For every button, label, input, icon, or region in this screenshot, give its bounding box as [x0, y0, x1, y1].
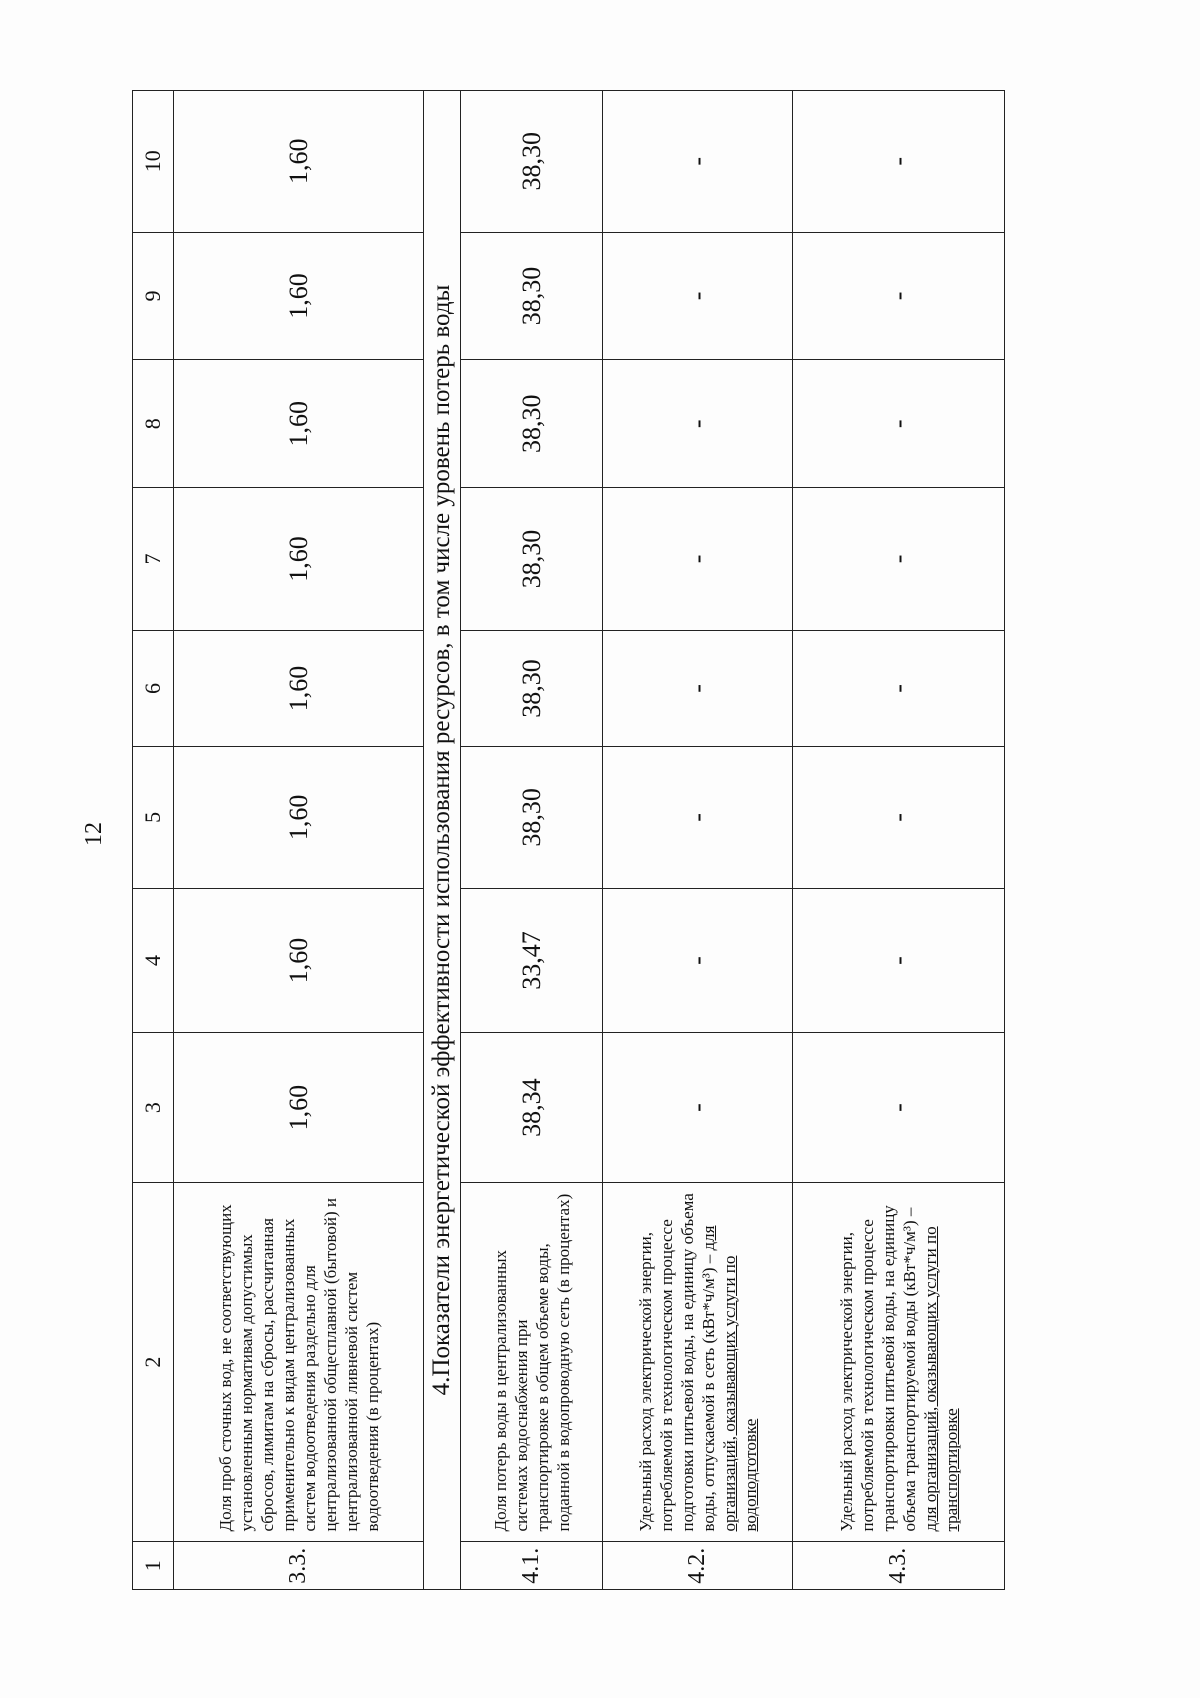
value-cell: 38,30 [461, 747, 603, 888]
rotated-table-container [132, 90, 1002, 1590]
value-cell: - [603, 747, 793, 888]
row-description [793, 1182, 1005, 1542]
value-cell: - [603, 1033, 793, 1182]
value-cell: 1,60 [174, 630, 424, 747]
desc-text: Удельный расход электрической энергии, потребляемой в технологическом процессе транспортировки питьевой воды, на единицу объема транспортируемой воды (кВт*ч/м³) – [836, 1205, 919, 1532]
table-row [461, 91, 603, 1590]
header-cell: 5 [133, 747, 174, 888]
header-cell: 10 [133, 91, 174, 233]
header-cell: 8 [133, 360, 174, 488]
value-cell: 38,30 [461, 232, 603, 360]
header-cell: 3 [133, 1033, 174, 1182]
value-cell: 1,60 [174, 91, 424, 233]
row-number: 4.1. [461, 1542, 603, 1590]
value-cell: 1,60 [174, 360, 424, 488]
value-cell: - [603, 488, 793, 631]
header-cell: 2 [133, 1182, 174, 1542]
desc-underlined-text: для организаций, оказывающих услуги по водоподготовке [698, 1225, 760, 1532]
row-number: 4.3. [793, 1542, 1005, 1590]
value-cell: 1,60 [174, 232, 424, 360]
row-description: Доля проб сточных вод, не соответствующих установленным нормативам допустимых сбросов, лимитам на сбросы, рассчитанная применительно к видам централизованных систем водоотведения раздельно для централизованной общесплавной (бытовой) и централизованной ливневой систем водоотведения (в процентах) [174, 1182, 424, 1542]
header-cell: 9 [133, 232, 174, 360]
row-description [603, 1182, 793, 1542]
header-cell: 7 [133, 488, 174, 631]
value-cell: - [603, 360, 793, 488]
value-cell: - [603, 91, 793, 233]
value-cell: - [793, 630, 1005, 747]
section-row [424, 91, 461, 1590]
row-number: 3.3. [174, 1542, 424, 1590]
value-cell: - [603, 888, 793, 1033]
header-row [133, 91, 174, 1590]
table-row [793, 91, 1005, 1590]
header-cell: 1 [133, 1542, 174, 1590]
value-cell: - [793, 232, 1005, 360]
section-title: 4.Показатели энергетической эффективности использования ресурсов, в том числе уровень потерь воды [424, 91, 461, 1590]
value-cell: 1,60 [174, 488, 424, 631]
value-cell: 38,30 [461, 630, 603, 747]
value-cell: - [603, 232, 793, 360]
header-cell: 4 [133, 888, 174, 1033]
value-cell: 1,60 [174, 1033, 424, 1182]
value-cell: 38,34 [461, 1033, 603, 1182]
value-cell: - [793, 888, 1005, 1033]
table-row [603, 91, 793, 1590]
value-cell: - [793, 360, 1005, 488]
value-cell: - [793, 747, 1005, 888]
value-cell: - [793, 91, 1005, 233]
value-cell: 33,47 [461, 888, 603, 1033]
value-cell: 38,30 [461, 91, 603, 233]
value-cell: - [793, 1033, 1005, 1182]
value-cell: 1,60 [174, 888, 424, 1033]
indicators-table [132, 90, 1005, 1590]
value-cell: 1,60 [174, 747, 424, 888]
value-cell: 38,30 [461, 488, 603, 631]
header-cell: 6 [133, 630, 174, 747]
value-cell: - [793, 488, 1005, 631]
value-cell: 38,30 [461, 360, 603, 488]
row-description: Доля потерь воды в централизованных системах водоснабжения при транспортировке в общем объеме воды, поданной в водопроводную сеть (в процентах) [461, 1182, 603, 1542]
desc-underlined-text: для организаций, оказывающих услуги по транспортировке [920, 1226, 961, 1532]
page-number: 12 [81, 822, 107, 846]
value-cell: - [603, 630, 793, 747]
desc-text: Удельный расход электрической энергии, потребляемой в технологическом процессе подготовки питьевой воды, на единицу объема воды, отпускаемой в сеть (кВт*ч/м³) – [635, 1193, 718, 1532]
row-number: 4.2. [603, 1542, 793, 1590]
table-row [174, 91, 424, 1590]
